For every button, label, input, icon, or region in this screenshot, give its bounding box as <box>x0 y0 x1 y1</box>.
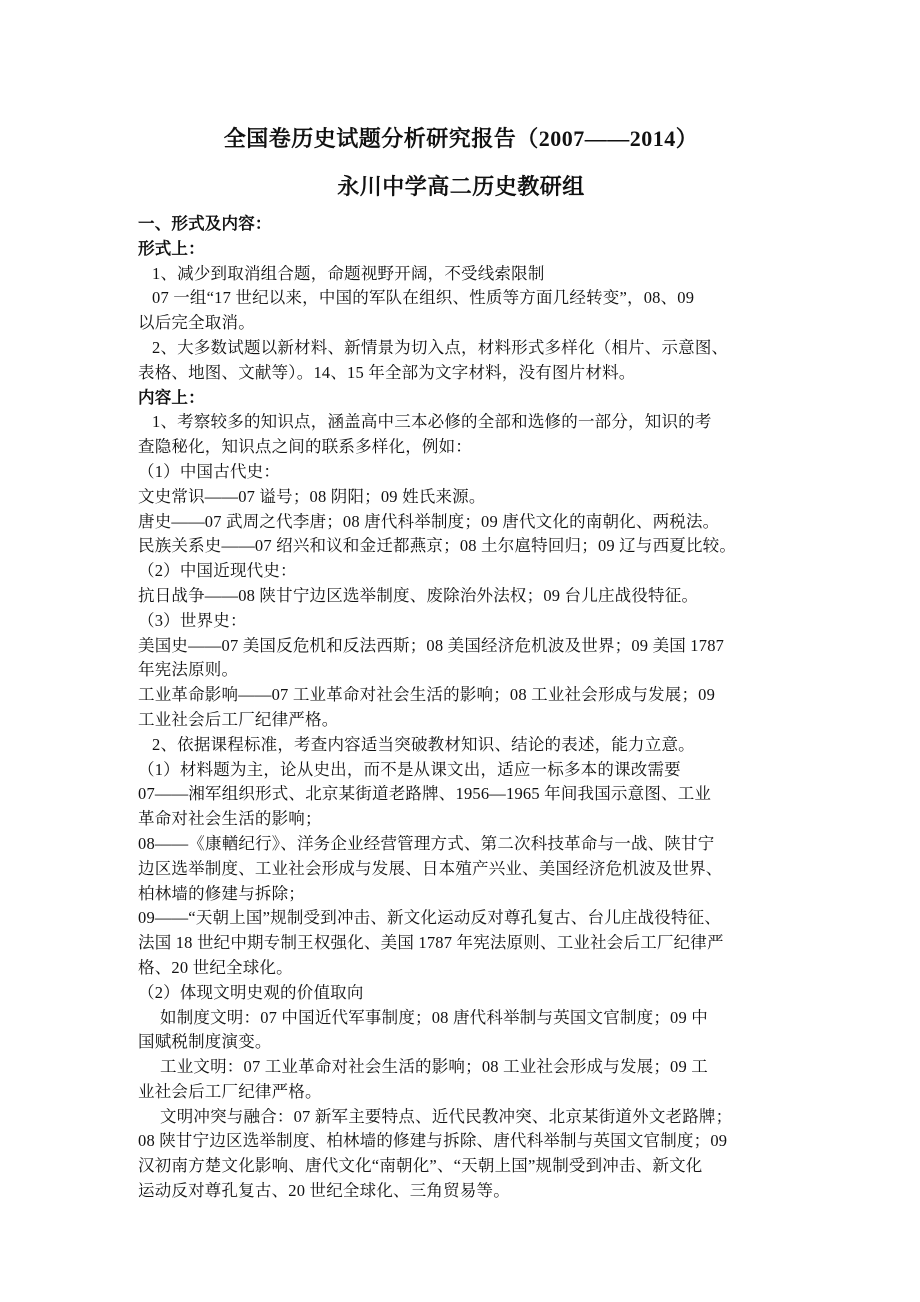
document-subtitle: 永川中学高二历史教研组 <box>337 174 585 199</box>
text-line: 革命对社会生活的影响； <box>138 809 322 829</box>
text-line: （3）世界史： <box>138 610 247 630</box>
text-line: （1）材料题为主，论从史出，而不是从课文出，适应一标多本的课改需要 <box>138 759 681 779</box>
text-line: 查隐秘化，知识点之间的联系多样化，例如： <box>138 437 472 457</box>
text-line: 如制度文明：07 中国近代军事制度；08 唐代科举制与英国文官制度；09 中 <box>160 1007 708 1027</box>
text-line: 业社会后工厂纪律严格。 <box>138 1081 322 1101</box>
text-line: （1）中国古代史： <box>138 461 281 481</box>
text-line: 文史常识——07 谥号；08 阴阳；09 姓氏来源。 <box>138 486 486 506</box>
text-line: 边区选举制度、工业社会形成与发展、日本殖产兴业、美国经济危机波及世界、 <box>138 858 723 878</box>
text-line: 抗日战争——08 陕甘宁边区选举制度、废除治外法权；09 台儿庄战役特征。 <box>138 585 699 605</box>
text-line: 国赋税制度演变。 <box>138 1032 272 1052</box>
text-line: （2）体现文明史观的价值取向 <box>138 982 364 1002</box>
text-line: 民族关系史——07 绍兴和议和金迁都燕京；08 土尔扈特回归；09 辽与西夏比较。 <box>138 536 737 556</box>
text-line: 法国 18 世纪中期专制王权强化、美国 1787 年宪法原则、工业社会后工厂纪律严 <box>138 933 724 953</box>
text-line: 07 一组“17 世纪以来，中国的军队在组织、性质等方面几经转变”，08、09 <box>152 288 695 308</box>
section-heading: 形式上： <box>138 238 205 258</box>
text-line: 柏林墙的修建与拆除； <box>138 883 305 903</box>
text-line: 以后完全取消。 <box>138 313 255 333</box>
text-line: 运动反对尊孔复古、20 世纪全球化、三角贸易等。 <box>138 1181 510 1201</box>
text-line: 07——湘军组织形式、北京某街道老路牌、1956—1965 年间我国示意图、工业 <box>138 784 712 804</box>
text-line: 年宪法原则。 <box>138 660 239 680</box>
document-body <box>138 212 784 1204</box>
text-line: 美国史——07 美国反危机和反法西斯；08 美国经济危机波及世界；09 美国 1787 <box>138 635 725 655</box>
text-line: 09——“天朝上国”规制受到冲击、新文化运动反对尊孔复古、台儿庄战役特征、 <box>138 908 722 928</box>
text-line: 工业革命影响——07 工业革命对社会生活的影响；08 工业社会形成与发展；09 <box>138 685 716 705</box>
text-line: 08——《康輶纪行》、洋务企业经营管理方式、第二次科技革命与一战、陕甘宁 <box>138 833 715 853</box>
text-line: 汉初南方楚文化影响、唐代文化“南朝化”、“天朝上国”规制受到冲击、新文化 <box>138 1156 703 1176</box>
text-line: 文明冲突与融合：07 新军主要特点、近代民教冲突、北京某街道外文老路牌； <box>160 1106 733 1126</box>
text-line: （2）中国近现代史： <box>138 561 297 581</box>
text-line: 工业文明：07 工业革命对社会生活的影响；08 工业社会形成与发展；09 工 <box>160 1057 708 1077</box>
text-line: 08 陕甘宁边区选举制度、柏林墙的修建与拆除、唐代科举制与英国文官制度；09 <box>138 1131 728 1151</box>
text-line: 2、大多数试题以新材料、新情景为切入点，材料形式多样化（相片、示意图、 <box>152 337 729 357</box>
text-line: 格、20 世纪全球化。 <box>138 957 293 977</box>
text-line: 1、考察较多的知识点，涵盖高中三本必修的全部和选修的一部分，知识的考 <box>152 412 712 432</box>
text-line: 1、减少到取消组合题，命题视野开阔，不受线索限制 <box>152 263 545 283</box>
text-line: 表格、地图、文献等）。14、15 年全部为文字材料，没有图片材料。 <box>138 362 636 382</box>
text-line: 工业社会后工厂纪律严格。 <box>138 709 339 729</box>
section-heading: 一、形式及内容： <box>138 214 272 233</box>
text-line: 唐史——07 武周之代李唐；08 唐代科举制度；09 唐代文化的南朝化、两税法。 <box>138 511 720 531</box>
section-heading: 内容上： <box>138 387 205 407</box>
text-line: 2、依据课程标准，考查内容适当突破教材知识、结论的表述，能力立意。 <box>152 734 695 754</box>
document-title: 全国卷历史试题分析研究报告（2007——2014） <box>223 126 699 151</box>
